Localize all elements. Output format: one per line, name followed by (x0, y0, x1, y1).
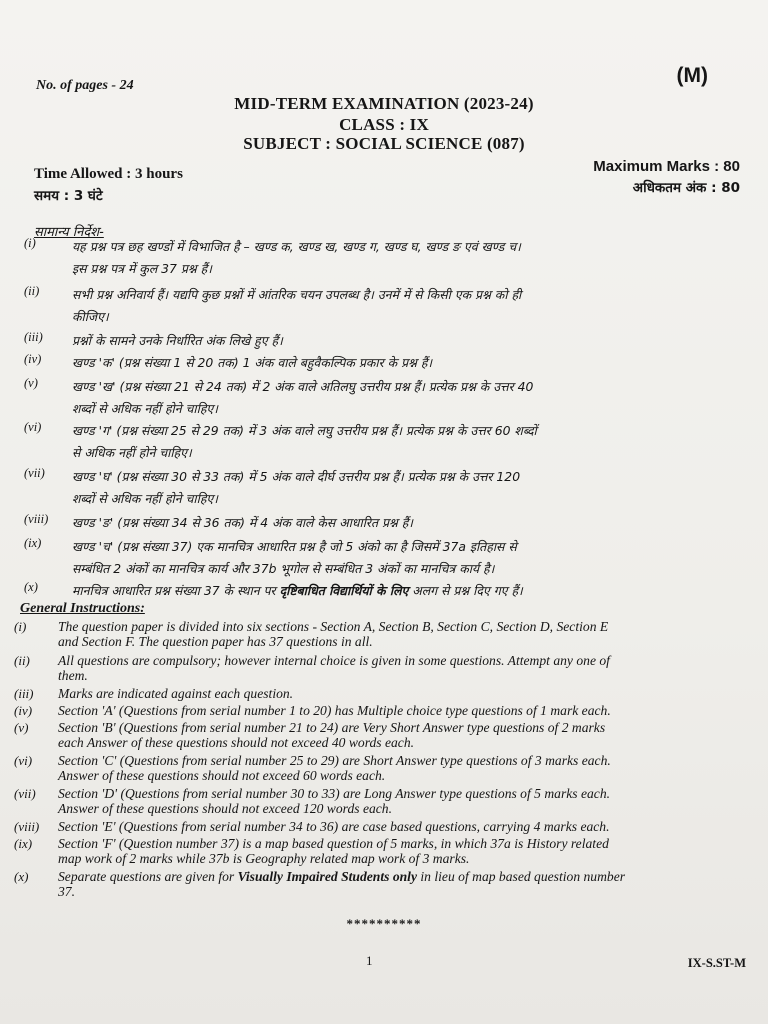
item-number: (i) (14, 619, 27, 634)
item-text: Section 'F' (Question number 37) is a map based question of 5 marks, in which 37a is History related (58, 836, 609, 851)
item-text-cont: 37. (58, 884, 75, 899)
hindi-instruction-item (24, 376, 748, 420)
item-number: (vi) (24, 420, 42, 434)
page-number: 1 (366, 953, 373, 968)
item-text-cont: map work of 2 marks while 37b is Geography related map work of 3 marks. (58, 851, 470, 866)
item-number: (vii) (24, 466, 45, 480)
hindi-instruction-item (24, 284, 748, 328)
item-text: Section 'B' (Questions from serial number 21 to 24) are Very Short Answer type questions of 2 marks (58, 720, 606, 735)
item-text: Section 'D' (Questions from serial number 30 to 33) are Long Answer type questions of 5 marks each. (58, 786, 611, 801)
item-text: खण्ड 'क' (प्रश्न संख्या 1 से 20 तक) 1 अंक वाले बहुवैकल्पिक प्रकार के प्रश्न हैं। (72, 355, 433, 370)
item-text-cont: सम्बंधित 2 अंकों का मानचित्र कार्य और 37b भूगोल से सम्बंधित 3 अंकों का मानचित्र कार्य है। (72, 561, 495, 576)
item-text: खण्ड 'ङ' (प्रश्न संख्या 34 से 36 तक) में 4 अंक वाले केस आधारित प्रश्न हैं। (72, 515, 414, 530)
hindi-instruction-item (24, 512, 748, 534)
item-number: (iii) (14, 686, 34, 701)
item-text-cont: कीजिए। (72, 309, 109, 324)
item-text: खण्ड 'ग' (प्रश्न संख्या 25 से 29 तक) में 3 अंक वाले लघु उत्तरीय प्रश्न हैं। प्रत्येक प्रश्न के उत्तर 60 शब्दों (72, 423, 537, 438)
subject-label: SUBJECT : SOCIAL SCIENCE (087) (243, 134, 525, 153)
hindi-instruction-item (24, 236, 748, 280)
exam-title: MID-TERM EXAMINATION (2023-24) (234, 94, 534, 113)
item-text-cont: शब्दों से अधिक नहीं होने चाहिए। (72, 491, 218, 506)
item-text: All questions are compulsory; however internal choice is given in some questions. Attempt any one of (58, 653, 610, 668)
max-marks-hi: अधिकतम अंक : 80 (632, 180, 740, 196)
item-text-cont: शब्दों से अधिक नहीं होने चाहिए। (72, 401, 218, 416)
time-allowed-en: Time Allowed : 3 hours (34, 166, 183, 182)
no-of-pages: No. of pages - 24 (36, 78, 134, 93)
hindi-instruction-item (24, 466, 748, 510)
general-instructions-heading: General Instructions: (20, 601, 145, 616)
hindi-instruction-item (24, 536, 748, 580)
item-number: (ii) (24, 284, 40, 298)
hindi-instruction-item (24, 580, 748, 602)
item-text: मानचित्र आधारित प्रश्न संख्या 37 के स्थान पर (72, 583, 280, 598)
item-text-end: in lieu of map based question number (417, 869, 626, 884)
item-text: Section 'C' (Questions from serial number 25 to 29) are Short Answer type questions of 3 marks each. (58, 753, 611, 768)
item-number: (vii) (14, 786, 36, 801)
max-marks-en: Maximum Marks : 80 (593, 158, 740, 175)
item-text-cont: each Answer of these questions should not exceed 40 words each. (58, 735, 415, 750)
item-number: (x) (24, 580, 38, 594)
item-text-bold: दृष्टिबाधित विद्यार्थियों के लिए (279, 583, 409, 598)
item-text: खण्ड 'घ' (प्रश्न संख्या 30 से 33 तक) में 5 अंक वाले दीर्घ उत्तरीय प्रश्न हैं। प्रत्येक प्रश्न के उत्तर 120 (72, 469, 521, 484)
item-text: खण्ड 'च' (प्रश्न संख्या 37) एक मानचित्र आधारित प्रश्न है जो 5 अंको का है जिसमें 37a इतिहास से (72, 539, 517, 554)
item-number: (v) (24, 376, 38, 390)
item-text-cont: and Section F. The question paper has 37 questions in all. (58, 634, 373, 649)
item-number: (i) (24, 236, 36, 250)
item-text: Section 'A' (Questions from serial number 1 to 20) has Multiple choice type questions of 1 mark each. (58, 703, 611, 718)
hindi-instruction-item (24, 330, 748, 352)
item-text-bold: Visually Impaired Students only (237, 869, 417, 884)
item-number: (iv) (24, 352, 42, 366)
item-text: खण्ड 'ख' (प्रश्न संख्या 21 से 24 तक) में 2 अंक वाले अतिलघु उत्तरीय प्रश्न हैं। प्रत्येक प्रश्न के उत्तर 40 (72, 379, 534, 394)
item-number: (vi) (14, 753, 33, 768)
item-number: (viii) (14, 819, 40, 834)
item-number: (viii) (24, 512, 49, 526)
item-number: (iii) (24, 330, 43, 344)
item-number: (ix) (24, 536, 42, 550)
item-number: (v) (14, 720, 29, 735)
item-text-cont: Answer of these questions should not exceed 120 words each. (58, 801, 393, 816)
item-text: सभी प्रश्न अनिवार्य हैं। यद्यपि कुछ प्रश्नों में आंतरिक चयन उपलब्ध है। उनमें में से किसी एक प्रश्न को ही (72, 287, 522, 302)
item-text-cont: Answer of these questions should not exceed 60 words each. (58, 768, 386, 783)
end-stars: ********** (346, 916, 422, 931)
paper-code: IX-S.ST-M (687, 956, 746, 970)
item-text: The question paper is divided into six sections - Section A, Section B, Section C, Section D, Section E (58, 619, 609, 634)
item-text-cont: them. (58, 668, 88, 683)
item-text-cont: इस प्रश्न पत्र में कुल 37 प्रश्न हैं। (72, 261, 212, 276)
item-number: (ix) (14, 836, 33, 851)
class-label: CLASS : IX (339, 115, 429, 134)
item-text-end: अलग से प्रश्न दिए गए हैं। (408, 583, 523, 598)
item-number: (ii) (14, 653, 30, 668)
item-text-cont: से अधिक नहीं होने चाहिए। (72, 445, 192, 460)
item-text: Section 'E' (Questions from serial number 34 to 36) are case based questions, carrying 4 marks each. (58, 819, 610, 834)
item-text: Separate questions are given for (58, 869, 238, 884)
item-number: (iv) (14, 703, 33, 718)
item-text: Marks are indicated against each question. (58, 686, 294, 701)
hindi-instruction-item (24, 352, 748, 374)
hindi-instruction-item (24, 420, 748, 464)
hindi-instructions-heading: सामान्य निर्देश- (34, 225, 104, 240)
item-text: यह प्रश्न पत्र छह खण्डों में विभाजित है – खण्ड क, खण्ड ख, खण्ड ग, खण्ड घ, खण्ड ङ एवं खण्ड च। (72, 239, 521, 254)
item-number: (x) (14, 869, 29, 884)
time-allowed-hi: समय : 3 घंटे (34, 188, 103, 204)
set-code: (M) (676, 64, 708, 87)
item-text: प्रश्नों के सामने उनके निर्धारित अंक लिखे हुए हैं। (72, 333, 283, 348)
